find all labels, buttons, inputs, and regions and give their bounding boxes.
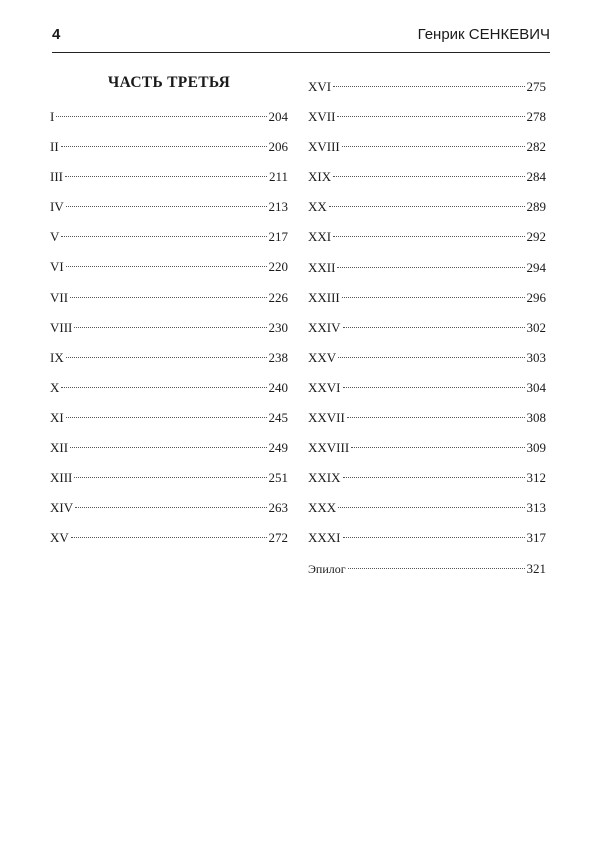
toc-entry-label: Эпилог: [308, 561, 346, 576]
toc-entry: [308, 162, 546, 192]
dot-leader: [343, 327, 525, 328]
toc-entry-page: 238: [268, 349, 288, 365]
dot-leader: [74, 327, 266, 328]
toc-entry: [50, 343, 288, 373]
toc-entry: [308, 373, 546, 403]
toc-entry-page: 309: [526, 440, 546, 456]
toc-entry-page: 275: [526, 79, 546, 94]
toc-entry-page: 217: [268, 229, 288, 245]
toc-entry: [50, 313, 288, 343]
toc-entry-label: XXV: [308, 349, 337, 365]
toc-entry-label: XXX: [308, 500, 337, 516]
toc-entry-page: 289: [526, 199, 546, 215]
toc-entry: [50, 192, 288, 222]
toc-entry: [308, 253, 546, 283]
toc-entry-page: 312: [526, 470, 546, 486]
toc-entry-page: 278: [526, 109, 546, 125]
toc-list-left: [50, 102, 288, 553]
dot-leader: [338, 507, 524, 508]
dot-leader: [61, 146, 267, 147]
toc-entry: [308, 554, 546, 584]
toc-entry-label: X: [50, 379, 60, 395]
toc-entry-page: 263: [268, 500, 288, 516]
toc-entry: [308, 72, 546, 102]
toc-entry: [308, 283, 546, 313]
toc-list-right: [308, 72, 546, 584]
toc-entry-page: 249: [268, 440, 288, 456]
toc-entry-label: XIV: [50, 500, 74, 516]
toc-entry: [308, 222, 546, 252]
page-header: [52, 20, 550, 53]
toc-entry-label: XXIX: [308, 470, 341, 486]
toc-entry-page: 251: [268, 470, 288, 486]
toc-entry: [50, 463, 288, 493]
toc-entry-label: XIII: [50, 470, 73, 486]
dot-leader: [71, 537, 267, 538]
toc-entry-page: 240: [268, 379, 288, 395]
dot-leader: [351, 447, 524, 448]
dot-leader: [66, 266, 267, 267]
toc-entry-label: XVIII: [308, 139, 340, 155]
dot-leader: [61, 387, 266, 388]
toc-entry-page: 211: [268, 169, 288, 185]
toc-entry: [50, 403, 288, 433]
toc-entry: [308, 523, 546, 553]
dot-leader: [66, 206, 267, 207]
toc-entry: [50, 252, 288, 282]
dot-leader: [337, 267, 524, 268]
toc-entry-label: XXVII: [308, 410, 345, 426]
toc-entry-label: VII: [50, 289, 69, 305]
dot-leader: [342, 146, 525, 147]
toc-entry-label: XVII: [308, 109, 336, 125]
dot-leader: [333, 176, 524, 177]
toc-entry: [308, 192, 546, 222]
toc-entry-label: XV: [50, 530, 69, 546]
toc-entry-page: 226: [268, 289, 288, 305]
toc-entry-page: 220: [268, 259, 288, 275]
toc-entry-page: 321: [526, 560, 546, 576]
toc-entry: [50, 222, 288, 252]
toc-entry-label: XXVI: [308, 379, 341, 395]
toc-entry: [308, 493, 546, 523]
toc-entry-label: XIX: [308, 169, 332, 185]
dot-leader: [70, 297, 266, 298]
toc-entry: [308, 102, 546, 132]
toc-entry: [50, 373, 288, 403]
toc-entry: [308, 403, 546, 433]
toc-entry-page: 245: [268, 409, 288, 425]
section-title: ЧАСТЬ ТРЕТЬЯ: [107, 74, 231, 91]
toc-entry-page: 296: [526, 289, 546, 305]
toc-entry-page: 302: [526, 319, 546, 335]
toc-entry-page: 204: [268, 109, 288, 124]
toc-entry-label: XI: [50, 409, 64, 425]
toc-entry-label: XXII: [308, 259, 336, 275]
toc-entry-page: 282: [526, 139, 546, 155]
toc-entry-label: II: [50, 139, 59, 155]
toc-entry-label: IX: [50, 349, 64, 365]
dot-leader: [333, 236, 524, 237]
dot-leader: [343, 477, 525, 478]
toc-entry-label: XXIV: [308, 319, 341, 335]
toc-entry: [50, 523, 288, 553]
toc-entry-label: XXXI: [308, 530, 341, 546]
toc-entry-label: XVI: [308, 79, 332, 94]
toc-entry: [50, 102, 288, 132]
toc-entry-page: 292: [526, 229, 546, 245]
toc-entry-page: 272: [268, 530, 288, 546]
toc-entry-page: 284: [526, 169, 546, 185]
dot-leader: [70, 447, 266, 448]
toc-entry: [308, 463, 546, 493]
dot-leader: [338, 357, 524, 358]
toc-entry-label: VI: [50, 259, 64, 275]
dot-leader: [337, 116, 524, 117]
dot-leader: [343, 537, 525, 538]
toc-entry-page: 294: [526, 259, 546, 275]
toc-column-right: [308, 72, 546, 584]
toc-entry: [50, 162, 288, 192]
toc-entry: [50, 493, 288, 523]
dot-leader: [74, 477, 266, 478]
toc-entry-page: 230: [268, 319, 288, 335]
toc-entry: [50, 283, 288, 313]
toc-entry-label: VIII: [50, 319, 73, 335]
toc-entry: [308, 132, 546, 162]
dot-leader: [342, 297, 525, 298]
running-head: Генрик СЕНКЕВИЧ: [417, 26, 550, 43]
toc-entry: [308, 313, 546, 343]
toc-entry: [308, 343, 546, 373]
toc-entry: [50, 433, 288, 463]
toc-entry: [50, 132, 288, 162]
toc-entry-page: 213: [268, 199, 288, 215]
dot-leader: [75, 507, 266, 508]
dot-leader: [348, 568, 525, 569]
toc-entry-label: III: [50, 169, 63, 185]
dot-leader: [66, 417, 267, 418]
toc-entry-label: XII: [50, 440, 69, 456]
dot-leader: [329, 206, 525, 207]
toc-entry-page: 317: [526, 530, 546, 546]
toc-entry-label: XXIII: [308, 289, 340, 305]
dot-leader: [56, 116, 266, 117]
toc-column-left: [50, 72, 288, 553]
toc-entry-label: V: [50, 229, 60, 245]
toc-entry-page: 206: [268, 139, 288, 155]
dot-leader: [347, 417, 525, 418]
toc-entry: [308, 433, 546, 463]
toc-entry-label: XXI: [308, 229, 332, 245]
dot-leader: [61, 236, 266, 237]
page-number: 4: [52, 26, 61, 43]
toc-entry-page: 303: [526, 349, 546, 365]
dot-leader: [65, 176, 267, 177]
dot-leader: [66, 357, 267, 358]
toc-entry-page: 308: [526, 410, 546, 426]
toc-entry-page: 304: [526, 379, 546, 395]
dot-leader: [343, 387, 525, 388]
toc-entry-label: XXVIII: [308, 440, 350, 456]
dot-leader: [333, 86, 524, 87]
toc-entry-label: I: [50, 109, 55, 124]
toc-entry-label: IV: [50, 199, 64, 215]
toc-entry-page: 313: [526, 500, 546, 516]
toc-entry-label: XX: [308, 199, 327, 215]
